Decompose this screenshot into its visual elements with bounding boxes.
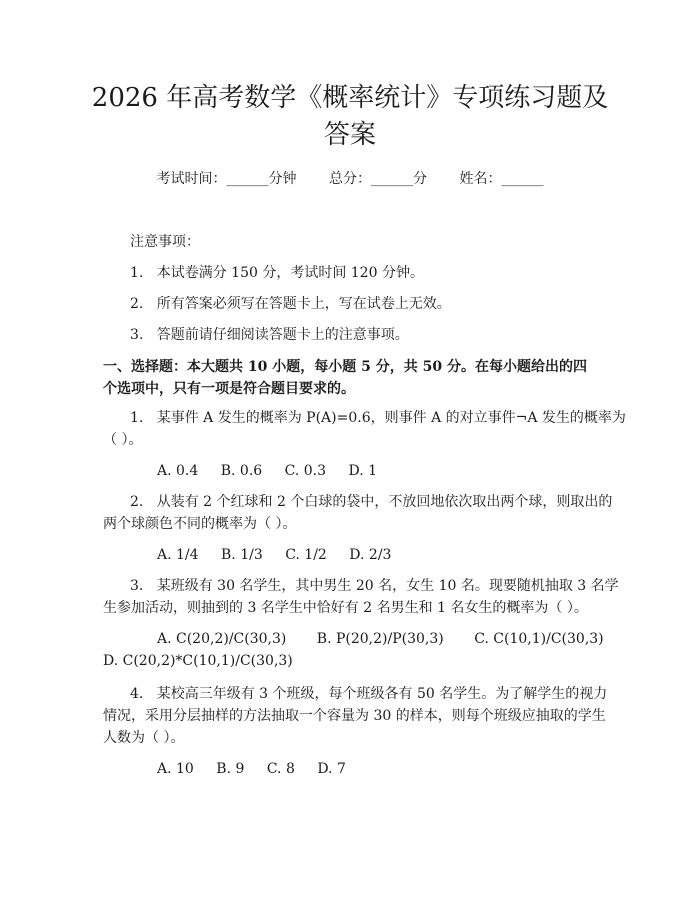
- question-3-text: 3. 某班级有 30 名学生，其中男生 20 名，女生 10 名。现要随机抽取 3 名学: [130, 578, 619, 594]
- option-b: B. P(20,2)/P(30,3): [316, 631, 444, 647]
- section-heading: 一、选择题：本大题共 10 小题，每小题 5 分，共 50 分。在每小题给出的四个选项中，只有一项是符合题目要求的。: [103, 359, 587, 397]
- exam-time-field: 考试时间：______分钟: [156, 171, 297, 187]
- question-1-text: 1. 某事件 A 发生的概率为 P(A)=0.6，则事件 A 的对立事件¬A 发生的概率为: [130, 410, 626, 426]
- page-title: [60, 80, 640, 154]
- title-line-2: 答案: [323, 120, 376, 150]
- option-b: B. 9: [216, 761, 245, 777]
- question-3-options-cont: [103, 651, 293, 671]
- question-2-text: 2. 从装有 2 个红球和 2 个白球的袋中，不放回地依次取出两个球，则取出的: [130, 494, 613, 510]
- question-2-options: [157, 545, 409, 565]
- question-4-text: 人数为（ ）。: [103, 730, 185, 746]
- question-4-text: 情况，采用分层抽样的方法抽取一个容量为 30 的样本，则每个班级应抽取的学生: [103, 708, 606, 724]
- total-score-field: 总分：______分: [329, 171, 427, 187]
- option-b: B. 1/3: [221, 547, 263, 563]
- question-2-text: 两个球颜色不同的概率为（ ）。: [103, 516, 297, 532]
- option-d: D. 1: [348, 463, 378, 479]
- question-4-options: [157, 759, 364, 779]
- option-d: D. 2/3: [349, 547, 392, 563]
- option-d: D. C(20,2)*C(10,1)/C(30,3): [103, 653, 293, 669]
- question-3-text: 生参加活动，则抽到的 3 名学生中恰好有 2 名男生和 1 名女生的概率为（ ）。: [103, 600, 588, 616]
- option-d: D. 7: [317, 761, 346, 777]
- title-line-1: 2026 年高考数学《概率统计》专项练习题及: [91, 83, 609, 113]
- option-a: A. 1/4: [157, 547, 199, 563]
- note-item: 2. 所有答案必须写在答题卡上，写在试卷上无效。: [130, 296, 451, 312]
- question-1-text: （ ）。: [103, 432, 143, 448]
- question-4-text: 4. 某校高三年级有 3 个班级，每个班级各有 50 名学生。为了解学生的视力: [130, 686, 608, 702]
- option-c: C. 8: [266, 761, 295, 777]
- option-c: C. 0.3: [284, 463, 327, 479]
- option-a: A. 10: [157, 761, 194, 777]
- notes-heading: 注意事项：: [130, 234, 200, 250]
- note-item: 3. 答题前请仔细阅读答题卡上的注意事项。: [130, 327, 409, 343]
- question-1-options: [157, 461, 395, 481]
- option-a: A. C(20,2)/C(30,3): [157, 631, 287, 647]
- option-b: B. 0.6: [220, 463, 263, 479]
- option-c: C. C(10,1)/C(30,3): [474, 631, 604, 647]
- student-name-field: 姓名：______: [459, 171, 544, 187]
- note-item: 1. 本试卷满分 150 分，考试时间 120 分钟。: [130, 265, 424, 281]
- question-3-options: [157, 629, 604, 649]
- option-c: C. 1/2: [285, 547, 327, 563]
- option-a: A. 0.4: [157, 463, 199, 479]
- exam-info: [0, 169, 700, 189]
